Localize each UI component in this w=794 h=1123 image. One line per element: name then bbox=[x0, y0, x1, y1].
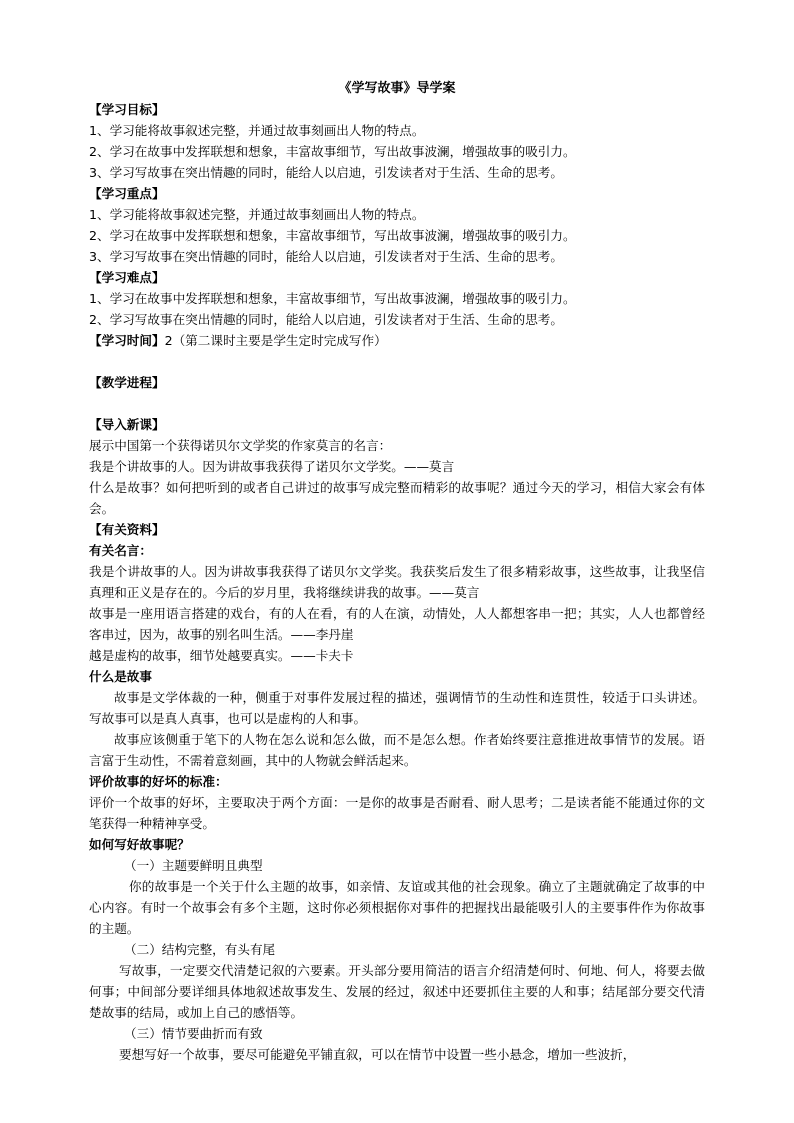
what-paragraph: 故事是文学体裁的一种，侧重于对事件发展过程的描述，强调情节的生动性和连贯性，较适于口头讲述。写故事可以是真人真事，也可以是虚构的人和事。 bbox=[89, 690, 705, 726]
study-time bbox=[89, 330, 705, 351]
goals-heading: 【学习目标】 bbox=[89, 102, 165, 117]
what-heading: 什么是故事 bbox=[89, 669, 152, 684]
time-text: 2（第二课时主要是学生定时完成写作） bbox=[164, 333, 387, 348]
materials-heading: 【有关资料】 bbox=[89, 522, 165, 537]
difficulties-heading: 【学习难点】 bbox=[89, 270, 165, 285]
section-paragraph: 要想写好一个故事，要尽可能避免平铺直叙，可以在情节中设置一些小悬念，增加一些波折， bbox=[119, 1047, 636, 1062]
keypoint-item: 1、学习能将故事叙述完整，并通过故事刻画出人物的特点。 bbox=[89, 207, 425, 222]
quotes-heading: 有关名言： bbox=[89, 543, 152, 558]
eval-paragraph: 评价一个故事的好坏，主要取决于两个方面：一是你的故事是否耐看、耐人思考；二是读者能不能通过你的文笔获得一种精神享受。 bbox=[89, 795, 705, 831]
intro-line: 什么是故事？如何把听到的或者自己讲过的故事写成完整而精彩的故事呢？通过今天的学习，相信大家会有体会。 bbox=[89, 480, 705, 516]
section-label: （二）结构完整，有头有尾 bbox=[124, 942, 276, 957]
goal-item: 2、学习在故事中发挥联想和想象，丰富故事细节，写出故事波澜，增强故事的吸引力。 bbox=[89, 144, 576, 159]
section-paragraph: 你的故事是一个关于什么主题的故事，如亲情、友谊或其他的社会现象。确立了主题就确定了故事的中心内容。有时一个故事会有多个主题，这时你必须根据你对事件的把握找出最能吸引人的主要事件作为你故事的主题。 bbox=[89, 879, 705, 936]
document-page bbox=[89, 78, 705, 1065]
goal-item: 1、学习能将故事叙述完整，并通过故事刻画出人物的特点。 bbox=[89, 123, 425, 138]
quote-item: 我是个讲故事的人。因为讲故事我获得了诺贝尔文学奖。我获奖后发生了很多精彩故事，这些故事，让我坚信真理和正义是存在的。今后的岁月里，我将继续讲我的故事。——莫言 bbox=[89, 564, 705, 600]
keypoint-item: 2、学习在故事中发挥联想和想象，丰富故事细节，写出故事波澜，增强故事的吸引力。 bbox=[89, 228, 576, 243]
quote-item: 越是虚构的故事，细节处越要真实。——卡夫卡 bbox=[89, 648, 354, 663]
section-label: （三）情节要曲折而有致 bbox=[124, 1026, 263, 1041]
intro-line: 展示中国第一个获得诺贝尔文学奖的作家莫言的名言： bbox=[89, 438, 392, 453]
goal-item: 3、学习写故事在突出情趣的同时，能给人以启迪，引发读者对于生活、生命的思考。 bbox=[89, 165, 563, 180]
process-heading: 【教学进程】 bbox=[89, 375, 165, 390]
quote-item: 故事是一座用语言搭建的戏台，有的人在看，有的人在演，动情处，人人都想客串一把；其实，人人也都曾经客串过，因为，故事的别名叫生活。——李丹崖 bbox=[89, 606, 705, 642]
time-heading: 【学习时间】 bbox=[89, 333, 165, 348]
section-label: （一）主题要鲜明且典型 bbox=[124, 858, 263, 873]
eval-heading: 评价故事的好坏的标准： bbox=[89, 774, 228, 789]
what-paragraph: 故事应该侧重于笔下的人物在怎么说和怎么做，而不是怎么想。作者始终要注意推进故事情节的发展。语言富于生动性，不需着意刻画，其中的人物就会鲜活起来。 bbox=[89, 732, 705, 768]
difficulty-item: 2、学习写故事在突出情趣的同时，能给人以启迪，引发读者对于生活、生命的思考。 bbox=[89, 312, 563, 327]
difficulty-item: 1、学习在故事中发挥联想和想象，丰富故事细节，写出故事波澜，增强故事的吸引力。 bbox=[89, 291, 576, 306]
keypoints-heading: 【学习重点】 bbox=[89, 186, 165, 201]
section-paragraph: 写故事，一定要交代清楚记叙的六要素。开头部分要用简洁的语言介绍清楚何时、何地、何人，将要去做何事；中间部分要详细具体地叙述故事发生、发展的经过，叙述中还要抓住主要的人和事；结尾部分要交代清楚故事的结局，或加上自己的感悟等。 bbox=[89, 963, 705, 1020]
intro-quote: 我是个讲故事的人。因为讲故事我获得了诺贝尔文学奖。——莫言 bbox=[89, 459, 455, 474]
intro-heading: 【导入新课】 bbox=[89, 417, 165, 432]
keypoint-item: 3、学习写故事在突出情趣的同时，能给人以启迪，引发读者对于生活、生命的思考。 bbox=[89, 249, 563, 264]
how-heading: 如何写好故事呢？ bbox=[89, 837, 190, 852]
document-title: 《学写故事》导学案 bbox=[338, 81, 456, 96]
